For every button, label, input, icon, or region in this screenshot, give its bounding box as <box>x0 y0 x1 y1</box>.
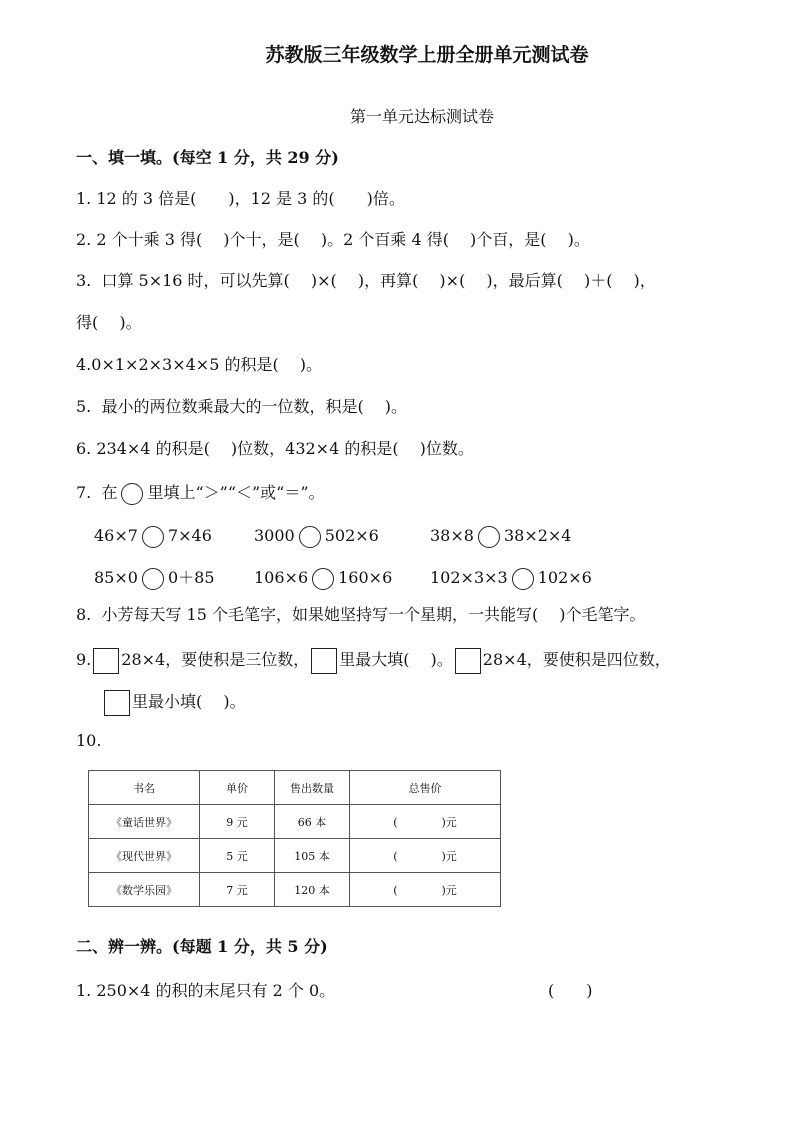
table-cell: 7 元 <box>200 873 275 907</box>
answer-circle[interactable] <box>312 568 334 590</box>
question-3-line2: 得( )。 <box>76 313 142 332</box>
question-9-line2 <box>102 688 246 716</box>
answer-circle[interactable] <box>299 526 321 548</box>
comparison-circle-icon <box>121 483 143 505</box>
q9-text-c: 28×4，要使积是四位数， <box>482 650 671 669</box>
comparison-right: 160×6 <box>338 568 393 587</box>
table-cell[interactable]: ( )元 <box>350 805 501 839</box>
answer-circle[interactable] <box>142 568 164 590</box>
answer-box[interactable] <box>93 648 119 674</box>
table-header: 总售价 <box>350 771 501 805</box>
table-cell: 9 元 <box>200 805 275 839</box>
question-10: 10. <box>76 731 102 750</box>
question-8: 8. 小芳每天写 15 个毛笔字，如果她坚持写一个星期，一共能写( )个毛笔字。 <box>76 605 646 624</box>
question-2: 2. 2 个十乘 3 得( )个十，是( )。2 个百乘 4 得( )个百，是( )。 <box>76 230 590 249</box>
table-cell: 5 元 <box>200 839 275 873</box>
section2-heading: 二、辨一辨。(每题 1 分，共 5 分) <box>76 937 328 956</box>
table-header: 售出数量 <box>275 771 350 805</box>
q9-text-d: 里最小填( )。 <box>132 692 246 711</box>
question-5: 5. 最小的两位数乘最大的一位数，积是( )。 <box>76 397 408 416</box>
comparison-left: 3000 <box>254 526 295 545</box>
comparison-item <box>254 523 379 549</box>
unit-subtitle: 第一单元达标测试卷 <box>349 107 494 126</box>
document-title: 苏教版三年级数学上册全册单元测试卷 <box>265 44 589 66</box>
table-cell: 《现代世界》 <box>89 839 200 873</box>
judge-question-1: 1. 250×4 的积的末尾只有 2 个 0。 <box>76 981 336 1000</box>
answer-box[interactable] <box>104 690 130 716</box>
answer-circle[interactable] <box>512 568 534 590</box>
table-row <box>89 805 501 839</box>
table-row <box>89 839 501 873</box>
q9-number: 9. <box>76 650 92 669</box>
comparison-left: 102×3×3 <box>430 568 508 587</box>
q7-suffix: 里填上“＞”“＜”或“＝”。 <box>147 483 325 502</box>
comparison-left: 38×8 <box>430 526 474 545</box>
table-cell[interactable]: ( )元 <box>350 873 501 907</box>
table-cell: 《数学乐园》 <box>89 873 200 907</box>
answer-circle[interactable] <box>142 526 164 548</box>
comparison-left: 106×6 <box>254 568 309 587</box>
question-4: 4.0×1×2×3×4×5 的积是( )。 <box>76 355 323 374</box>
comparison-right: 38×2×4 <box>503 526 572 545</box>
comparison-item <box>94 523 212 549</box>
table-row <box>89 873 501 907</box>
table-header-row <box>89 771 501 805</box>
comparison-right: 7×46 <box>167 526 212 545</box>
q9-text-b: 里最大填( )。 <box>339 650 453 669</box>
question-9-line1 <box>76 646 671 674</box>
comparison-right: 0＋85 <box>167 568 215 587</box>
comparison-right: 502×6 <box>324 526 379 545</box>
table-cell: 105 本 <box>275 839 350 873</box>
table-cell: 《童话世界》 <box>89 805 200 839</box>
table-header: 单价 <box>200 771 275 805</box>
table-cell: 120 本 <box>275 873 350 907</box>
comparison-right: 102×6 <box>537 568 592 587</box>
book-sales-table <box>88 770 501 907</box>
question-3-line1: 3. 口算 5×16 时，可以先算( )×( )，再算( )×( )，最后算( )＋( )， <box>76 271 656 290</box>
table-cell: 66 本 <box>275 805 350 839</box>
answer-box[interactable] <box>455 648 481 674</box>
answer-circle[interactable] <box>478 526 500 548</box>
table-cell[interactable]: ( )元 <box>350 839 501 873</box>
comparison-item <box>430 565 592 591</box>
table-header: 书名 <box>89 771 200 805</box>
comparison-item <box>94 565 215 591</box>
comparison-left: 46×7 <box>94 526 138 545</box>
comparison-item <box>430 523 571 549</box>
question-1: 1. 12 的 3 倍是( )，12 是 3 的( )倍。 <box>76 189 405 208</box>
comparison-left: 85×0 <box>94 568 138 587</box>
q9-text-a: 28×4，要使积是三位数， <box>121 650 310 669</box>
section1-heading: 一、填一填。(每空 1 分，共 29 分) <box>76 148 339 167</box>
comparison-item <box>254 565 392 591</box>
judge-answer-blank[interactable]: ( ) <box>548 981 593 1000</box>
q7-prefix: 7. 在 <box>76 483 118 502</box>
question-7-instruction <box>76 480 325 506</box>
answer-box[interactable] <box>311 648 337 674</box>
question-6: 6. 234×4 的积是( )位数，432×4 的积是( )位数。 <box>76 439 474 458</box>
